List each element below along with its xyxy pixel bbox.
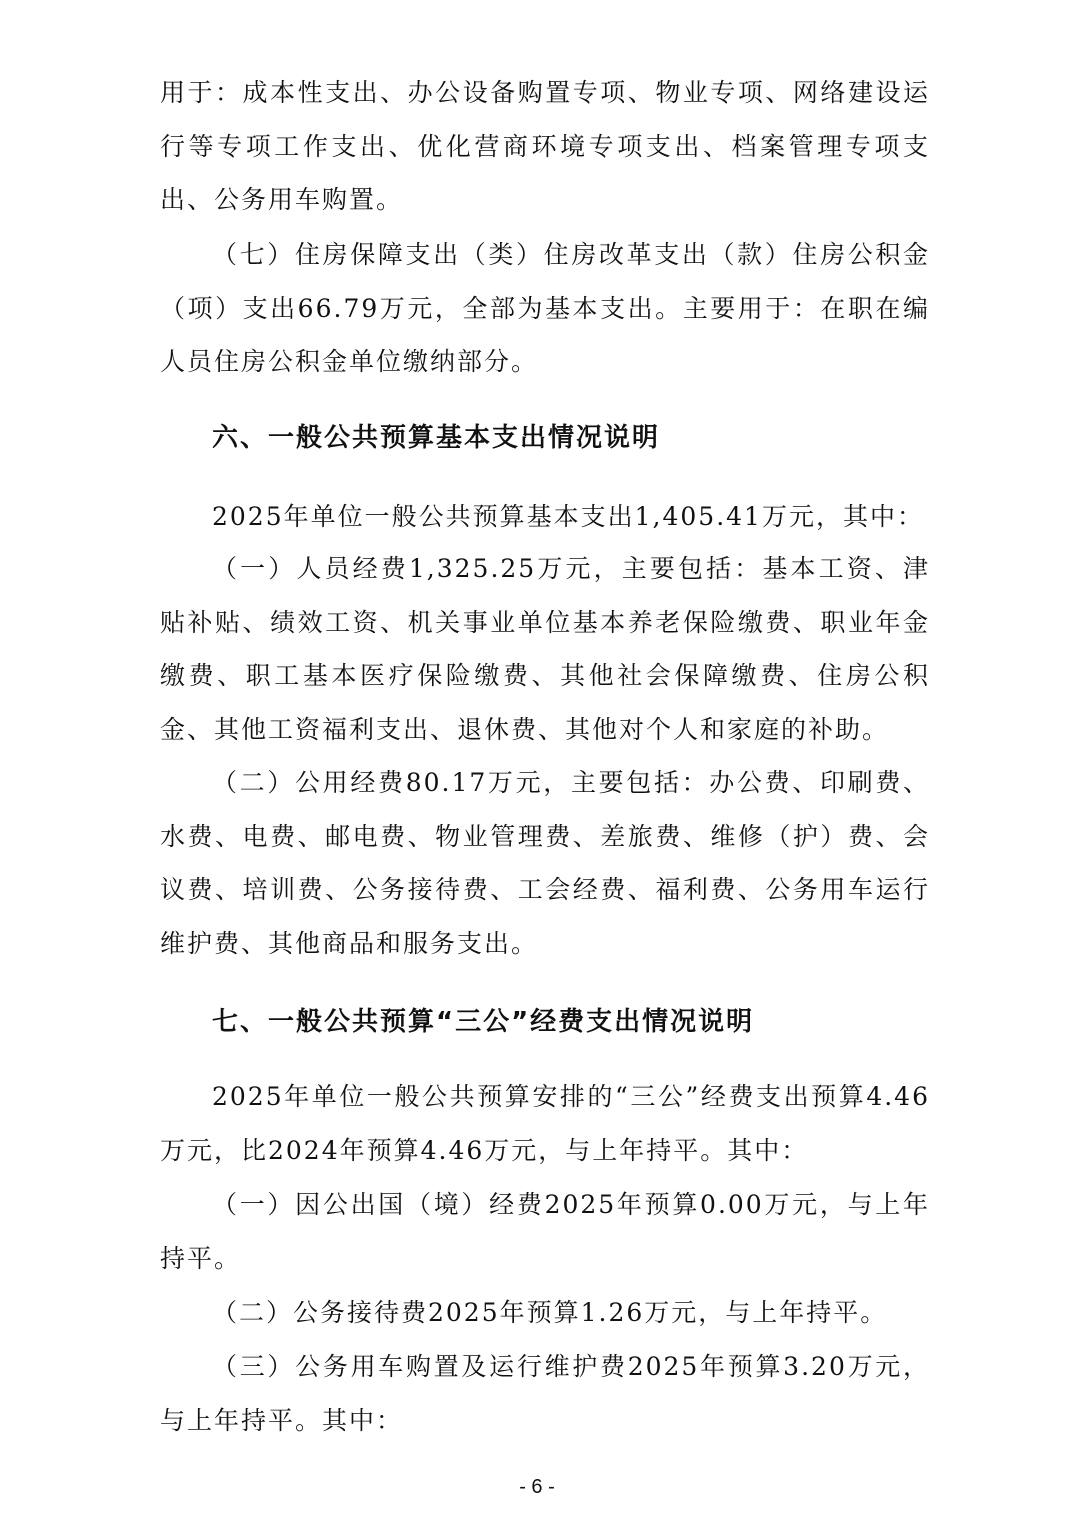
paragraph-continuation: 用于：成本性支出、办公设备购置专项、物业专项、网络建设运行等专项工作支出、优化营商环境专项支出、档案管理专项支出、公务用车购置。 — [160, 78, 930, 214]
paragraph-official-reception: （二）公务接待费2025年预算1.26万元，与上年持平。 — [212, 1298, 888, 1327]
paragraph-overseas-travel: （一）因公出国（境）经费2025年预算0.00万元，与上年持平。 — [160, 1190, 930, 1273]
paragraph-official-vehicles: （三）公务用车购置及运行维护费2025年预算3.20万元，与上年持平。其中： — [160, 1352, 930, 1435]
page-number: - 6 - — [519, 1476, 555, 1498]
paragraph-basic-expenditure-total: 2025年单位一般公共预算基本支出1,405.41万元，其中： — [212, 502, 924, 531]
section-heading-three-public: 七、一般公共预算“三公”经费支出情况说明 — [212, 1007, 755, 1037]
paragraph-housing-security: （七）住房保障支出（类）住房改革支出（款）住房公积金（项）支出66.79万元，全部为基本支出。主要用于：在职在编人员住房公积金单位缴纳部分。 — [160, 240, 930, 376]
paragraph-three-public-total: 2025年单位一般公共预算安排的“三公”经费支出预算4.46万元，比2024年预算4.46万元，与上年持平。其中： — [160, 1082, 930, 1165]
section-heading-basic-expenditure: 六、一般公共预算基本支出情况说明 — [212, 423, 661, 453]
paragraph-public-expenses: （二）公用经费80.17万元，主要包括：办公费、印刷费、水费、电费、邮电费、物业管理费、差旅费、维修（护）费、会议费、培训费、公务接待费、工会经费、福利费、公务用车运行维护费、其他商品和服务支出。 — [160, 768, 930, 958]
paragraph-personnel-expenses: （一）人员经费1,325.25万元，主要包括：基本工资、津贴补贴、绩效工资、机关事业单位基本养老保险缴费、职业年金缴费、职工基本医疗保险缴费、其他社会保障缴费、住房公积金、其他工资福利支出、退休费、其他对个人和家庭的补助。 — [160, 554, 930, 744]
